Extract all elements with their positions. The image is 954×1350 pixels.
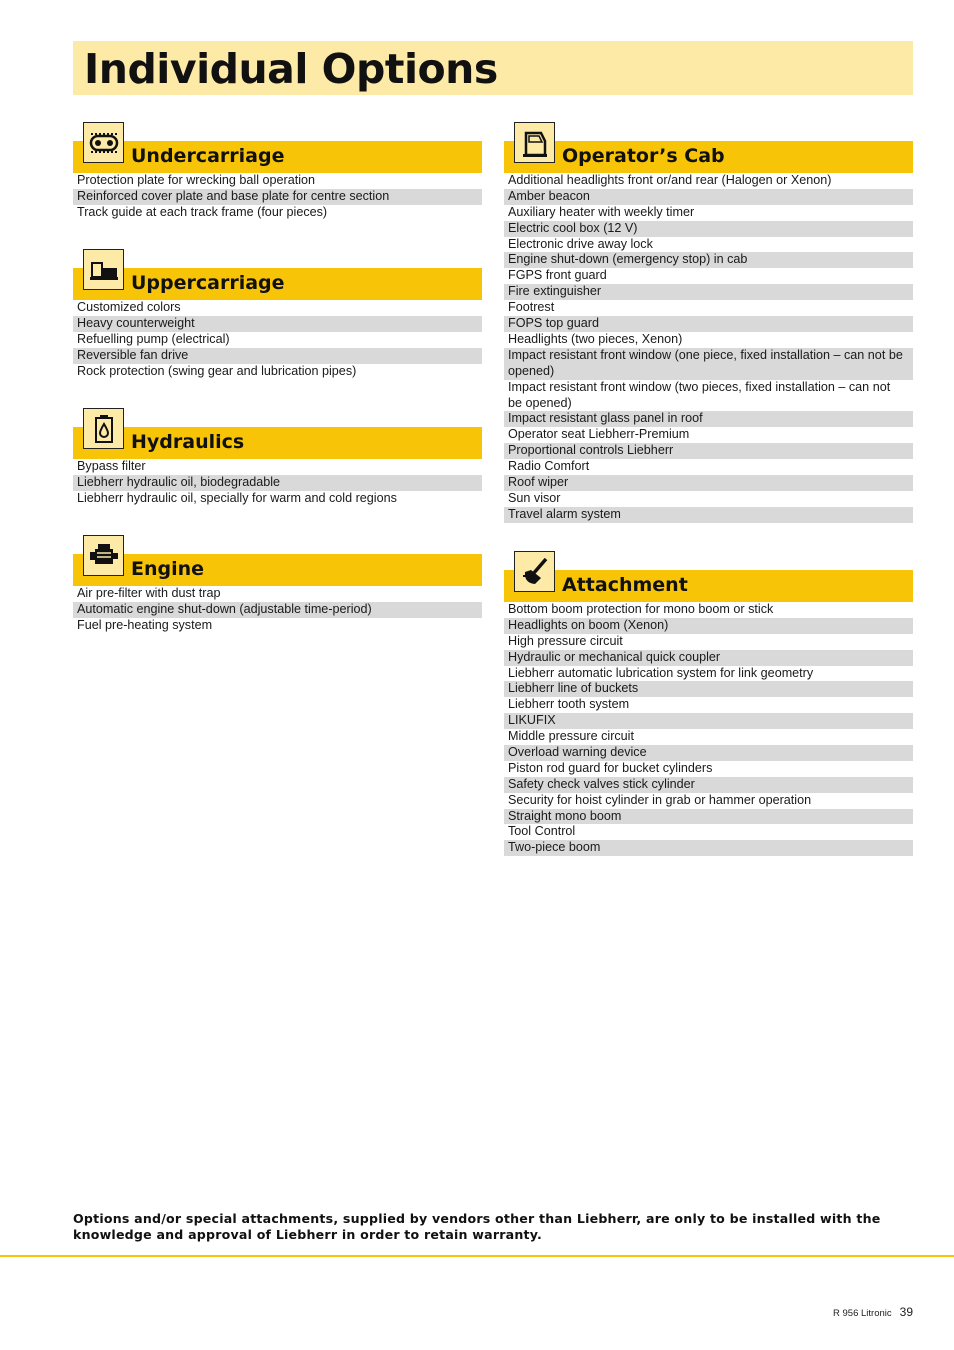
option-item: Travel alarm system	[504, 507, 913, 523]
option-item: Liebherr automatic lubrication system for link geometry	[508, 665, 814, 680]
option-item: High pressure circuit	[508, 633, 623, 648]
option-item: Customized colors	[77, 300, 181, 314]
option-list	[73, 173, 482, 221]
option-list	[73, 300, 482, 379]
option-item: Impact resistant front window (one piece, fixed installation – can not be opened)	[504, 348, 913, 380]
section-header	[73, 141, 482, 173]
option-list	[73, 459, 482, 507]
option-item: Track guide at each track frame (four pieces)	[77, 204, 328, 219]
option-item: FGPS front guard	[508, 268, 607, 283]
section-header	[504, 570, 913, 602]
option-item: Liebherr line of buckets	[504, 681, 913, 697]
page-footer	[833, 1305, 913, 1319]
section-header	[73, 268, 482, 300]
section-header	[73, 554, 482, 586]
option-list	[504, 602, 913, 856]
option-item: Headlights on boom (Xenon)	[504, 618, 913, 634]
option-item: Bypass filter	[77, 459, 146, 473]
option-item: Reversible fan drive	[73, 348, 482, 364]
section-undercarriage	[73, 141, 482, 221]
option-item: Liebherr tooth system	[508, 697, 630, 712]
option-item: Radio Comfort	[508, 459, 590, 474]
option-item: Fire extinguisher	[504, 284, 913, 300]
engine-icon	[83, 535, 124, 576]
section-operators-cab	[504, 141, 913, 523]
option-item: LIKUFIX	[504, 713, 913, 729]
option-item: Bottom boom protection for mono boom or stick	[508, 602, 774, 616]
option-item: Electronic drive away lock	[508, 236, 653, 251]
section-title: Attachment	[562, 574, 688, 596]
bucket-icon	[514, 551, 555, 592]
option-item: Air pre-filter with dust trap	[77, 586, 221, 600]
uppercarriage-icon	[83, 249, 124, 290]
option-item: Additional headlights front or/and rear (Halogen or Xenon)	[508, 173, 832, 187]
option-item: Electric cool box (12 V)	[504, 221, 913, 237]
option-item: Tool Control	[508, 824, 576, 839]
cab-icon	[514, 122, 555, 163]
track-icon	[83, 122, 124, 163]
option-item: Headlights (two pieces, Xenon)	[508, 331, 683, 346]
option-item: Proportional controls Liebherr	[504, 443, 913, 459]
footer-rule	[0, 1255, 954, 1257]
section-header	[73, 427, 482, 459]
option-item: Footrest	[508, 300, 555, 315]
model-name: R 956 Litronic	[833, 1308, 892, 1319]
option-item: Security for hoist cylinder in grab or hammer operation	[508, 792, 812, 807]
option-item: Overload warning device	[504, 745, 913, 761]
section-title: Undercarriage	[131, 145, 285, 167]
section-title: Uppercarriage	[131, 272, 285, 294]
option-item: Liebherr hydraulic oil, specially for warm and cold regions	[77, 490, 397, 505]
section-attachment	[504, 570, 913, 856]
option-item: Piston rod guard for bucket cylinders	[508, 760, 713, 775]
option-item: Amber beacon	[504, 189, 913, 205]
option-item: Protection plate for wrecking ball operation	[77, 173, 316, 187]
option-item: FOPS top guard	[504, 316, 913, 332]
option-item: Auxiliary heater with weekly timer	[508, 204, 695, 219]
section-title: Hydraulics	[131, 431, 245, 453]
section-uppercarriage	[73, 268, 482, 379]
section-header	[504, 141, 913, 173]
title-band	[73, 41, 913, 95]
page-title: Individual Options	[84, 45, 498, 93]
option-item: Hydraulic or mechanical quick coupler	[504, 650, 913, 666]
option-item: Middle pressure circuit	[508, 729, 634, 744]
section-title: Operator’s Cab	[562, 145, 725, 167]
option-list	[504, 173, 913, 523]
option-item: Heavy counterweight	[73, 316, 482, 332]
option-item: Fuel pre-heating system	[77, 617, 213, 632]
option-item: Safety check valves stick cylinder	[504, 777, 913, 793]
option-item: Rock protection (swing gear and lubrication pipes)	[77, 363, 357, 378]
option-item: Impact resistant front window (two pieces, fixed installation – can not be opened)	[508, 379, 891, 410]
section-hydraulics	[73, 427, 482, 507]
option-item: Two-piece boom	[504, 840, 913, 856]
option-item: Refuelling pump (electrical)	[77, 331, 230, 346]
option-item: Engine shut-down (emergency stop) in cab	[504, 252, 913, 268]
option-list	[73, 586, 482, 634]
option-item: Straight mono boom	[504, 809, 913, 825]
option-item: Sun visor	[508, 490, 561, 505]
option-item: Liebherr hydraulic oil, biodegradable	[73, 475, 482, 491]
warranty-footnote: Options and/or special attachments, supplied by vendors other than Liebherr, are only to be installed with the knowledge and approval of Liebherr in order to retain warranty.	[73, 1211, 881, 1242]
option-item: Reinforced cover plate and base plate for centre section	[73, 189, 482, 205]
option-item: Impact resistant glass panel in roof	[504, 411, 913, 427]
oil-tank-icon	[83, 408, 124, 449]
section-engine	[73, 554, 482, 634]
option-item: Automatic engine shut-down (adjustable time-period)	[73, 602, 482, 618]
page-number: 39	[899, 1305, 913, 1319]
option-item: Operator seat Liebherr-Premium	[508, 427, 690, 442]
section-title: Engine	[131, 558, 205, 580]
option-item: Roof wiper	[504, 475, 913, 491]
